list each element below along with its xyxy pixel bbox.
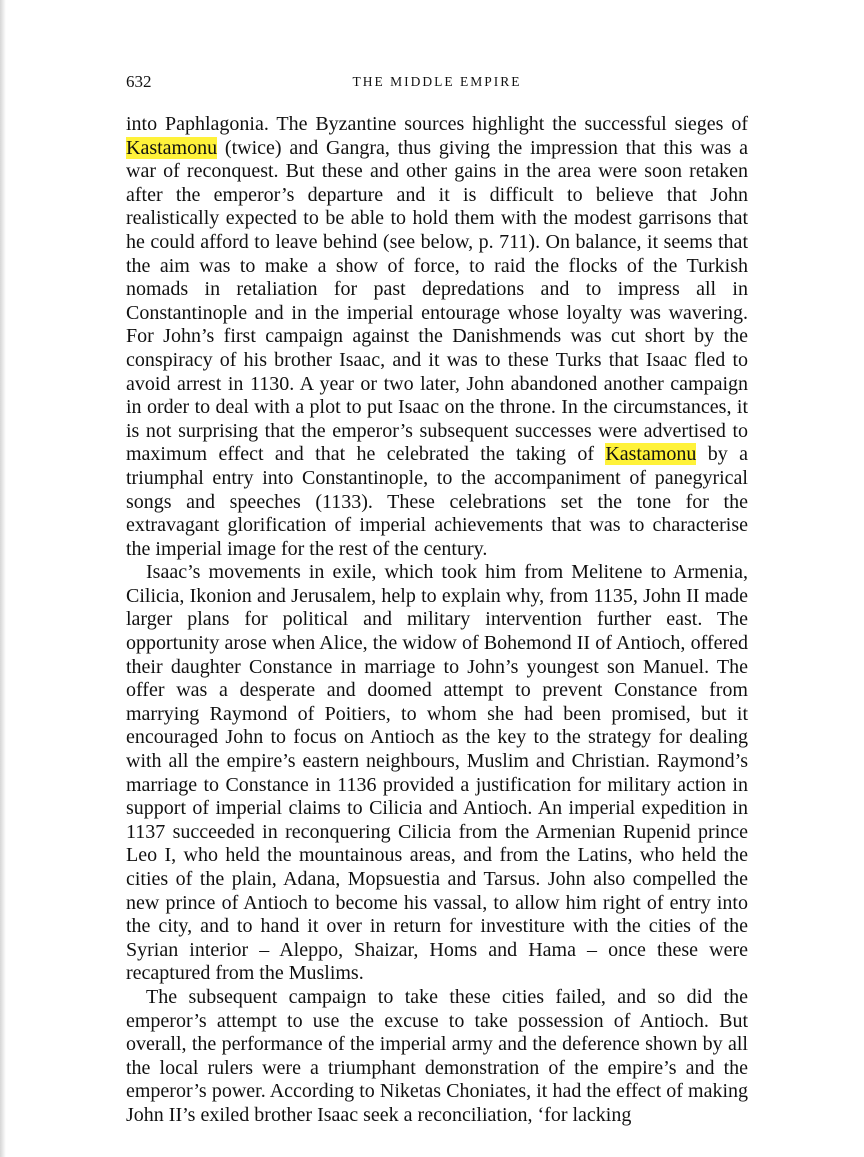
page-number: 632	[126, 72, 152, 91]
text-segment: by a triumphal entry into Constantinople, to the accompaniment of panegyrical songs and speeches (1133). These celebrations set the tone for the extravagant glorification of imperial achievements that was to characterise the imperial image for the rest of the century.	[126, 443, 748, 560]
highlighted-term-kastamonu[interactable]: Kastamonu	[605, 443, 697, 466]
paragraph-1	[126, 113, 748, 561]
text-segment: The subsequent campaign to take these cities failed, and so did the emperor’s attempt to use the excuse to take possession of Antioch. But overall, the performance of the imperial army and the deference shown by all the local rulers were a triumphant demonstration of the empire’s and the emperor’s power. According to Niketas Choniates, it had the effect of making John II’s exiled brother Isaac seek a reconciliation, ‘for lacking	[126, 985, 748, 1126]
paragraph-3	[126, 986, 748, 1128]
page-header	[126, 72, 748, 96]
running-head: THE MIDDLE EMPIRE	[352, 74, 522, 89]
page-edge-shadow	[0, 0, 6, 1157]
text-segment: (twice) and Gangra, thus giving the impression that this was a war of reconquest. But these and other gains in the area were soon retaken after the emperor’s departure and it is difficult to believe that John realistically expected to be able to hold them with the modest garrisons that he could afford to leave behind (see below, p. 711). On balance, it seems that the aim was to make a show of force, to raid the flocks of the Turkish nomads in retaliation for past depredations and to impress all in Constantinople and in the imperial entourage whose loyalty was wavering. For John’s first campaign against the Danishmends was cut short by the conspiracy of his brother Isaac, and it was to these Turks that Isaac fled to avoid arrest in 1130. A year or two later, John abandoned another campaign in order to deal with a plot to put Isaac on the throne. In the circumstances, it is not surprising that the emperor’s subsequent successes were advertised to maximum effect and that he celebrated the taking of	[126, 136, 748, 466]
paragraph-2	[126, 561, 748, 986]
text-segment: Isaac’s movements in exile, which took him from Melitene to Armenia, Cilicia, Ikonion and Jerusalem, help to explain why, from 1135, John II made larger plans for political and military intervention further east. The opportunity arose when Alice, the widow of Bohemond II of Antioch, offered their daughter Constance in marriage to John’s youngest son Manuel. The offer was a desperate and doomed attempt to prevent Constance from marrying Raymond of Poitiers, to whom she had been promised, but it encouraged John to focus on Antioch as the key to the strategy for dealing with all the empire’s eastern neighbours, Muslim and Christian. Raymond’s marriage to Constance in 1136 provided a justification for military action in support of imperial claims to Cilicia and Antioch. An imperial expedition in 1137 succeeded in reconquering Cilicia from the Armenian Rupenid prince Leo I, who held the mountainous areas, and from the Latins, who held the cities of the plain, Adana, Mopsuestia and Tarsus. John also compelled the new prince of Antioch to become his vassal, to allow him right of entry into the city, and to hand it over in return for investiture with the cities of the Syrian interior – Aleppo, Shaizar, Homs and Hama – once these were recaptured from the Muslims.	[126, 561, 748, 985]
text-segment: into Paphlagonia. The Byzantine sources highlight the successful sieges of	[126, 113, 748, 135]
highlighted-term-kastamonu[interactable]: Kastamonu	[126, 136, 218, 159]
body-text	[126, 113, 748, 1128]
